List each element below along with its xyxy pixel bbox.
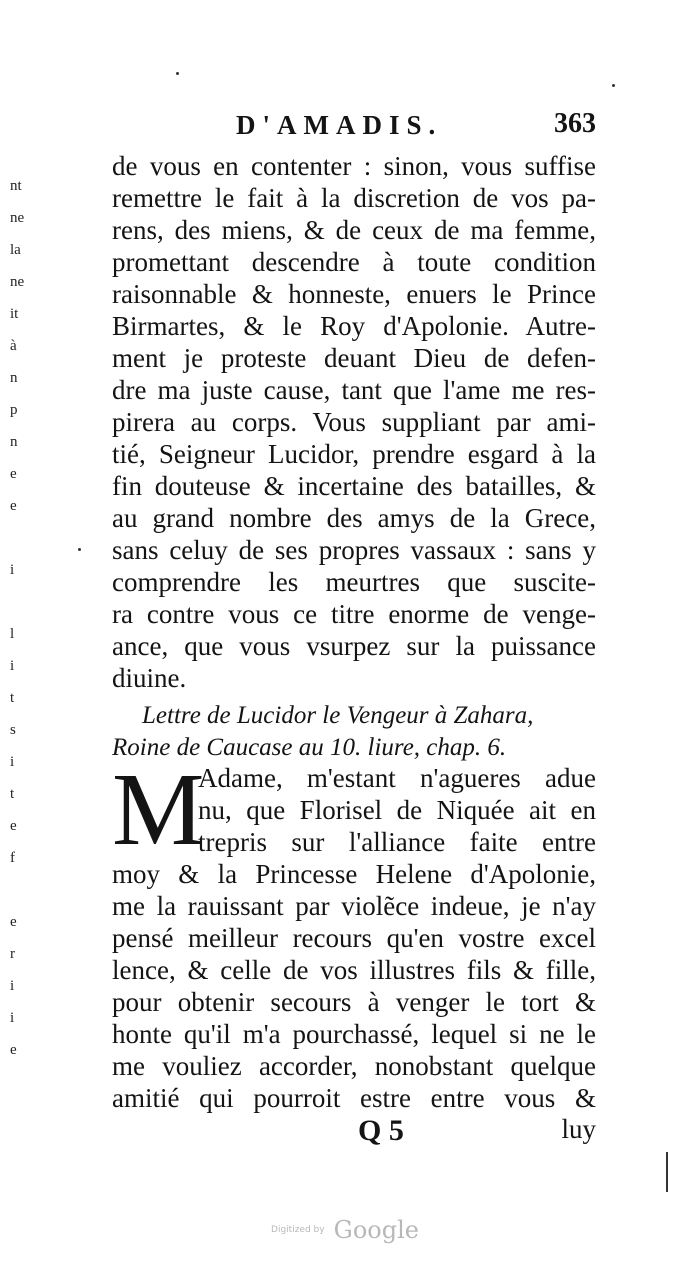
margin-mark: e bbox=[10, 1042, 17, 1058]
body-line: remettre le fait à la discretion de vos pa- bbox=[112, 183, 596, 213]
body-line: tié, Seigneur Lucidor, prendre esgard à la bbox=[112, 439, 596, 469]
margin-mark bbox=[10, 586, 30, 618]
body-line: rens, des miens, & de ceux de ma femme, bbox=[112, 215, 596, 245]
page-header bbox=[236, 108, 596, 148]
ink-speck bbox=[78, 548, 81, 551]
letter-line: me vouliez accorder, nonobstant quelque bbox=[112, 1051, 596, 1081]
drop-cap: M bbox=[112, 752, 205, 867]
letter-body bbox=[112, 752, 596, 1114]
body-line: au grand nombre des amys de la Grece, bbox=[112, 503, 596, 533]
body-line: fin douteuse & incertaine des batailles, & bbox=[112, 471, 596, 501]
margin-mark: e bbox=[10, 914, 17, 930]
margin-mark: e bbox=[10, 818, 17, 834]
letter-line: Adame, m'estant n'agueres adue bbox=[198, 763, 596, 793]
margin-mark: à bbox=[10, 338, 17, 354]
body-text bbox=[112, 150, 596, 694]
page-number: 363 bbox=[554, 108, 596, 139]
body-line: promettant descendre à toute condition bbox=[112, 247, 596, 277]
body-line: ra contre vous ce titre enorme de venge- bbox=[112, 599, 596, 629]
letter-heading-line: Lettre de Lucidor le Vengeur à Zahara, bbox=[142, 702, 534, 729]
margin-mark: e bbox=[10, 498, 17, 514]
margin-mark: f bbox=[10, 850, 15, 866]
letter-line: amitié qui pourroit estre entre vous & bbox=[112, 1083, 596, 1113]
margin-mark bbox=[10, 522, 30, 554]
margin-mark: it bbox=[10, 306, 19, 322]
margin-mark: i bbox=[10, 1010, 15, 1026]
page-footer bbox=[112, 1114, 596, 1148]
body-line: de vous en contenter : sinon, vous suffise bbox=[112, 151, 596, 181]
body-line: sans celuy de ses propres vassaux : sans y bbox=[112, 535, 596, 565]
body-line: dre ma juste cause, tant que l'ame me res- bbox=[112, 375, 596, 405]
body-line: diuine. bbox=[112, 663, 187, 693]
letter-line: pour obtenir secours à venger le tort & bbox=[112, 987, 596, 1017]
ink-speck bbox=[612, 84, 615, 87]
margin-mark: t bbox=[10, 690, 15, 706]
body-line: pirera au corps. Vous suppliant par ami- bbox=[112, 407, 596, 437]
letter-line: honte qu'il m'a pourchassé, lequel si ne le bbox=[112, 1019, 596, 1049]
letter-line: nu, que Florisel de Niquée ait en bbox=[198, 795, 596, 825]
margin-mark: s bbox=[10, 722, 16, 738]
margin-mark: i bbox=[10, 658, 15, 674]
margin-mark: i bbox=[10, 978, 15, 994]
watermark-logo: Google bbox=[333, 1216, 419, 1244]
body-line: raisonnable & honneste, enuers le Prince bbox=[112, 279, 596, 309]
body-line: Birmartes, & le Roy d'Apolonie. Autre- bbox=[112, 311, 596, 341]
body-line: ance, que vous vsurpez sur la puissance bbox=[112, 631, 596, 661]
margin-mark: l bbox=[10, 626, 15, 642]
body-line: ment je proteste deuant Dieu de defen- bbox=[112, 343, 596, 373]
margin-mark: p bbox=[10, 402, 18, 418]
letter-line: lence, & celle de vos illustres fils & fille, bbox=[112, 955, 596, 985]
margin-mark: la bbox=[10, 242, 21, 258]
letter-line: me la rauissant par violẽce indeue, je n'ay bbox=[112, 891, 596, 921]
margin-mark: t bbox=[10, 786, 15, 802]
margin-mark: r bbox=[10, 946, 15, 962]
left-margin-bleedthrough bbox=[10, 170, 30, 1066]
letter-lines bbox=[112, 858, 596, 1114]
margin-mark: ne bbox=[10, 274, 25, 290]
margin-mark bbox=[10, 874, 30, 906]
edge-mark bbox=[666, 1152, 668, 1192]
margin-mark: i bbox=[10, 754, 15, 770]
signature-mark: Q 5 bbox=[358, 1114, 404, 1147]
letter-line: trepris sur l'alliance faite entre bbox=[198, 827, 596, 857]
letter-line: moy & la Princesse Helene d'Apolonie, bbox=[112, 859, 596, 889]
body-line: comprendre les meurtres que suscite- bbox=[112, 567, 596, 597]
margin-mark: i bbox=[10, 562, 15, 578]
margin-mark: n bbox=[10, 434, 18, 450]
margin-mark: e bbox=[10, 466, 17, 482]
catchword: luy bbox=[561, 1114, 596, 1144]
running-head: D'AMADIS. bbox=[236, 110, 443, 140]
watermark-caption: Digitized by bbox=[271, 1225, 325, 1235]
digitization-watermark bbox=[0, 1216, 690, 1244]
margin-mark: nt bbox=[10, 178, 22, 194]
letter-heading-line: Roine de Caucase au 10. liure, chap. 6. bbox=[112, 734, 507, 761]
letter-line: pensé meilleur recours qu'en vostre excel bbox=[112, 923, 596, 953]
margin-mark: ne bbox=[10, 210, 25, 226]
ink-speck bbox=[176, 72, 179, 75]
margin-mark: n bbox=[10, 370, 18, 386]
